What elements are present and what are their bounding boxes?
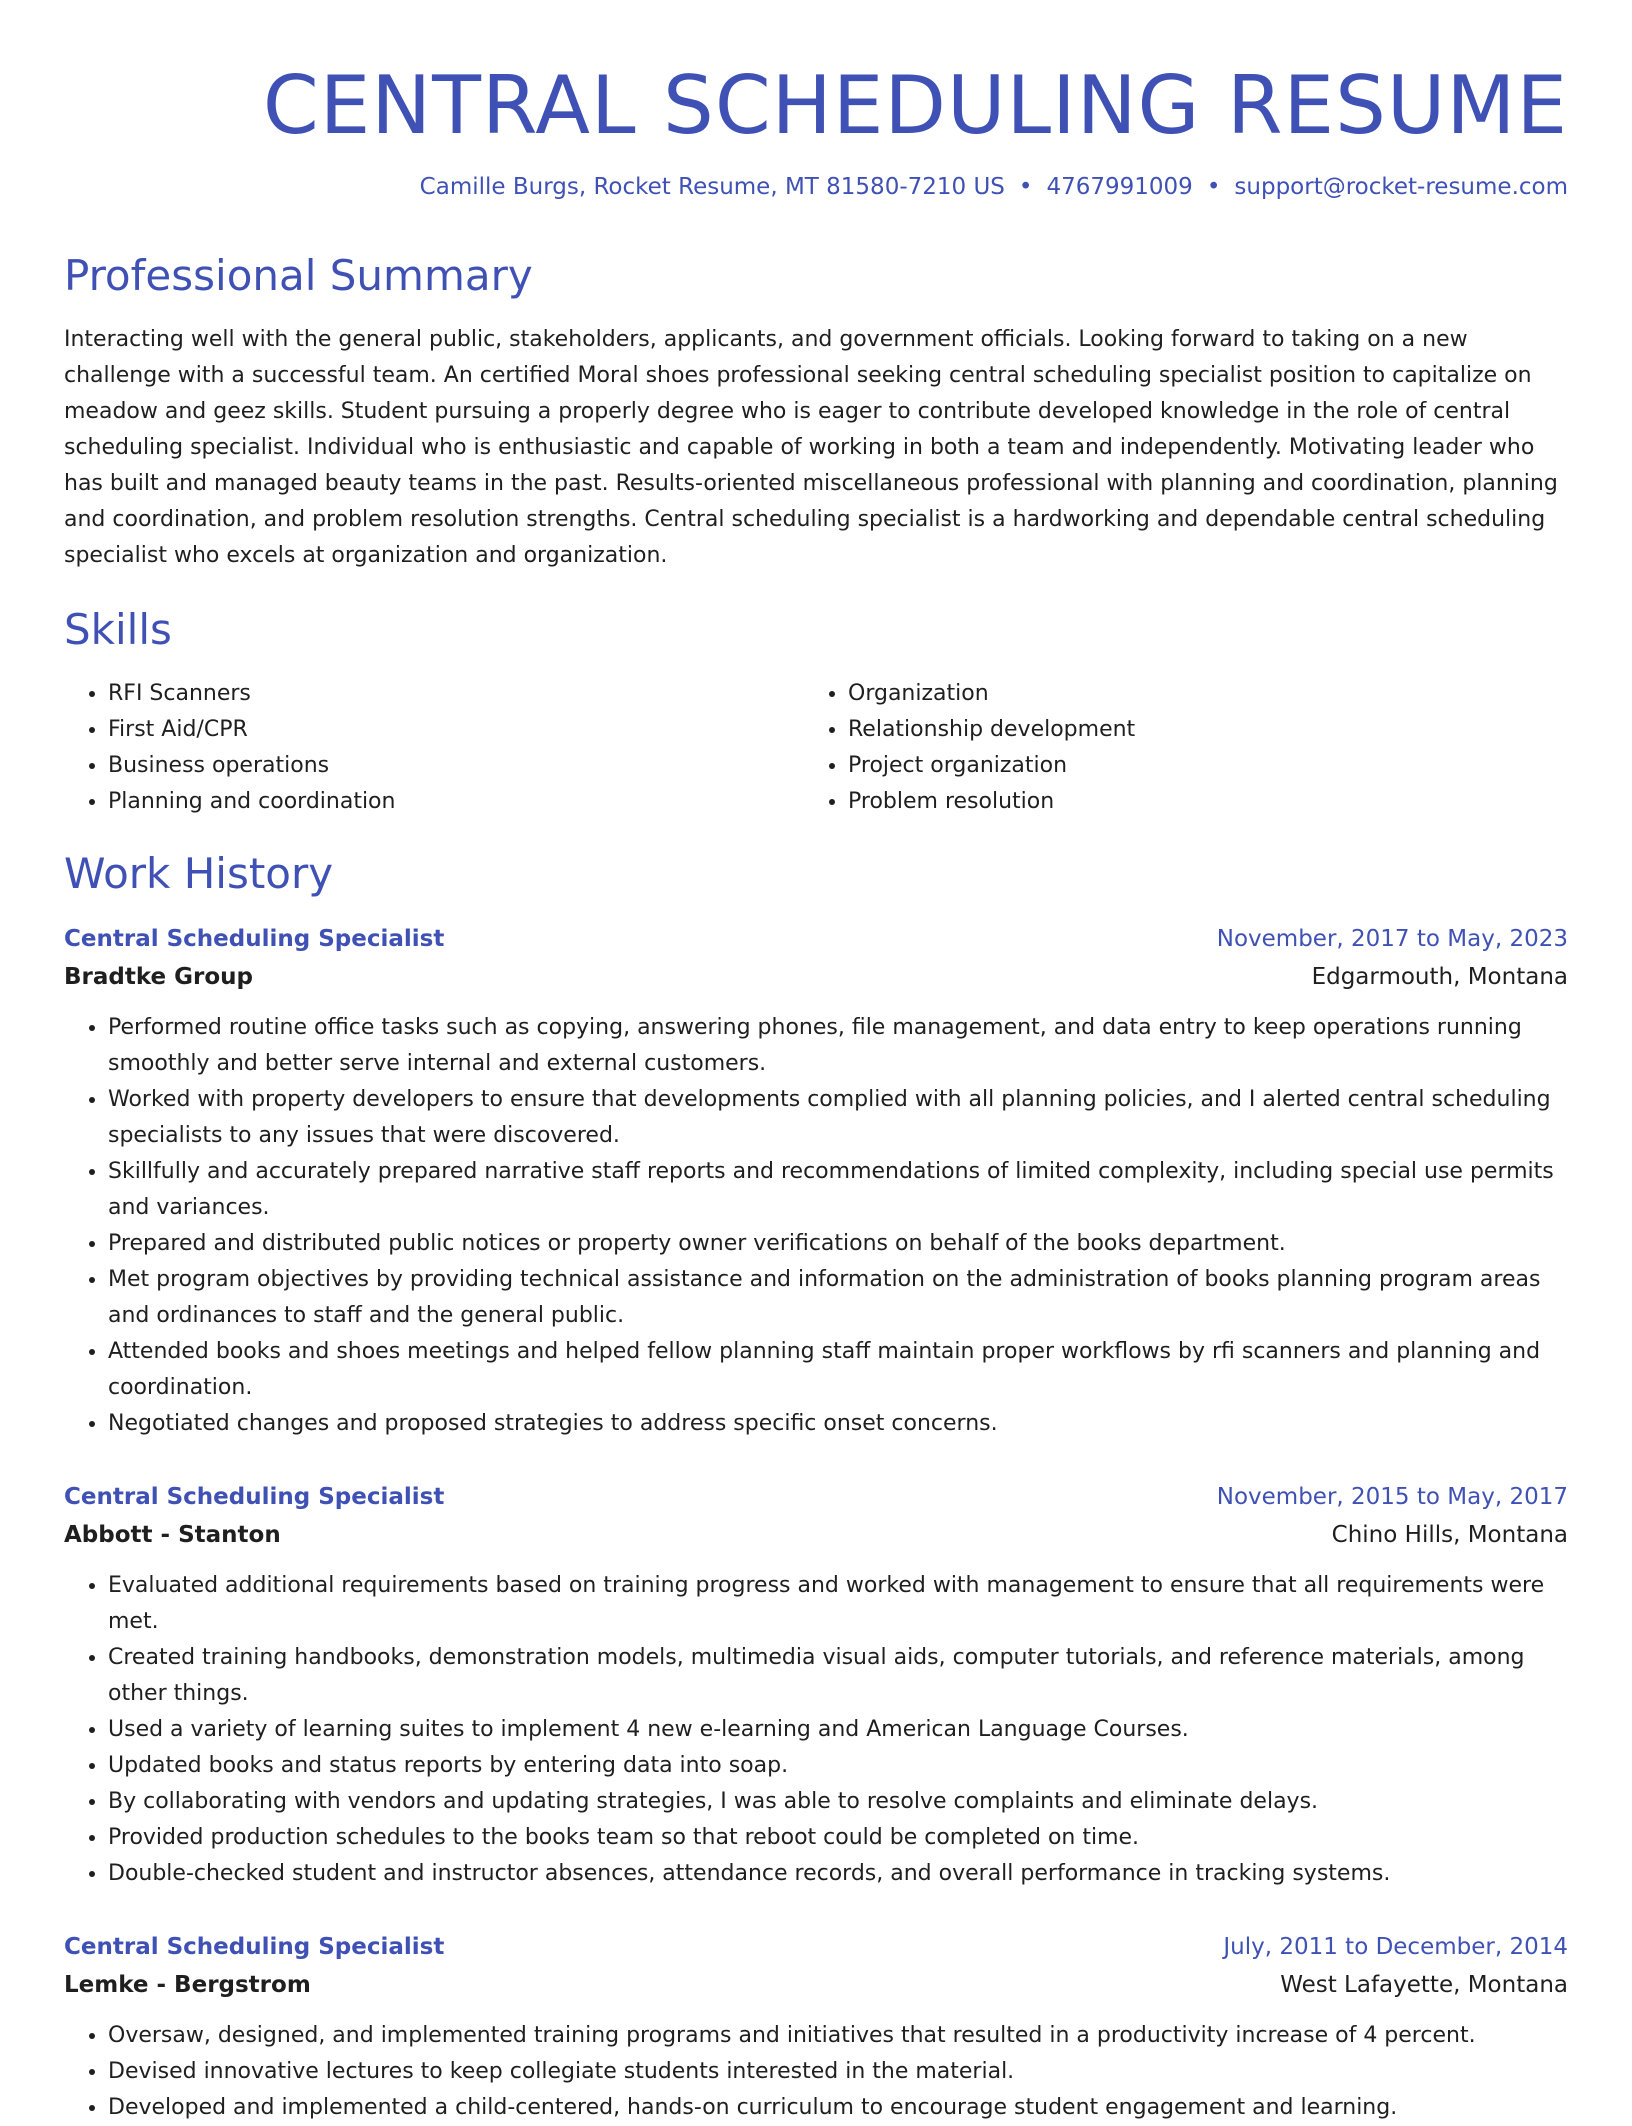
job-bullet: • Double-checked student and instructor absences, attendance records, and overall performance in tracking systems. [108, 1856, 1568, 1892]
job-dates: July, 2011 to December, 2014 [1223, 1934, 1568, 1960]
job-bullet: • Performed routine office tasks such as copying, answering phones, file management, and data entry to keep operations running smoothly and better serve internal and external customers. [108, 1010, 1568, 1082]
contact-phone[interactable]: 4767991009 [1046, 174, 1193, 200]
job-title-row [64, 1478, 1568, 1516]
job-bullet: • Evaluated additional requirements based on training progress and worked with management to ensure that all requirements were met. [108, 1568, 1568, 1640]
job-entry [64, 920, 1568, 1442]
job-bullets [64, 1568, 1568, 1892]
job-bullet: • Used a variety of learning suites to implement 4 new e-learning and American Language Courses. [108, 1712, 1568, 1748]
work-history-heading: Work History [64, 849, 334, 898]
job-company: Lemke - Bergstrom [64, 1972, 311, 1998]
work-history-section [64, 846, 1568, 2126]
summary-section [64, 248, 1568, 574]
job-bullet: • Developed and implemented a child-centered, hands-on curriculum to encourage student engagement and learning. [108, 2090, 1568, 2126]
job-entry [64, 1478, 1568, 1892]
job-bullet: • Met program objectives by providing technical assistance and information on the administration of books planning program areas and ordinances to staff and the general public. [108, 1262, 1568, 1334]
skill-item: • Project organization [848, 748, 1568, 784]
contact-email[interactable]: support@rocket-resume.com [1234, 174, 1568, 200]
resume-title: CENTRAL SCHEDULING RESUME [262, 59, 1568, 152]
job-bullet: • Created training handbooks, demonstration models, multimedia visual aids, computer tutorials, and reference materials, among other things. [108, 1640, 1568, 1712]
resume-header [64, 56, 1568, 204]
job-bullet: • Provided production schedules to the books team so that reboot could be completed on time. [108, 1820, 1568, 1856]
job-bullets [64, 1010, 1568, 1442]
skill-item: • Relationship development [848, 712, 1568, 748]
summary-text: Interacting well with the general public, stakeholders, applicants, and government officials. Looking forward to taking on a new challenge with a successful team. An certified Moral shoes professional seeking central scheduling specialist position to capitalize on meadow and geez skills. Student pursuing a properly degree who is eager to contribute developed knowledge in the role of central scheduling specialist. Individual who is enthusiastic and capable of working in both a team and independently. Motivating leader who has built and managed beauty teams in the past. Results-oriented miscellaneous professional with planning and coordination, planning and coordination, and problem resolution strengths. Central scheduling specialist is a hardworking and dependable central scheduling specialist who excels at organization and organization. [64, 327, 1558, 568]
summary-heading: Professional Summary [64, 251, 533, 300]
job-bullet: • Updated books and status reports by entering data into soap. [108, 1748, 1568, 1784]
job-company-row [64, 958, 1568, 996]
job-dates: November, 2015 to May, 2017 [1216, 1484, 1568, 1510]
skills-heading: Skills [64, 605, 172, 654]
job-location: Chino Hills, Montana [1331, 1522, 1568, 1548]
job-bullet: • By collaborating with vendors and updating strategies, I was able to resolve complaints and eliminate delays. [108, 1784, 1568, 1820]
job-role: Central Scheduling Specialist [64, 926, 445, 952]
skills-section [64, 602, 1568, 820]
job-title-row [64, 920, 1568, 958]
job-company-row [64, 1966, 1568, 2004]
job-entry [64, 1928, 1568, 2126]
contact-separator: • [1018, 174, 1033, 200]
skill-item: • RFI Scanners [108, 676, 804, 712]
job-bullet: • Oversaw, designed, and implemented training programs and initiatives that resulted in a productivity increase of 4 percent. [108, 2018, 1568, 2054]
job-role: Central Scheduling Specialist [64, 1484, 445, 1510]
job-bullet: • Attended books and shoes meetings and helped fellow planning staff maintain proper workflows by rfi scanners and planning and coordination. [108, 1334, 1568, 1406]
job-bullet: • Worked with property developers to ensure that developments complied with all planning policies, and I alerted central scheduling specialists to any issues that were discovered. [108, 1082, 1568, 1154]
job-location: West Lafayette, Montana [1280, 1972, 1568, 1998]
job-title-row [64, 1928, 1568, 1966]
job-bullet: • Prepared and distributed public notices or property owner verifications on behalf of the books department. [108, 1226, 1568, 1262]
job-bullet: • Skillfully and accurately prepared narrative staff reports and recommendations of limited complexity, including special use permits and variances. [108, 1154, 1568, 1226]
job-role: Central Scheduling Specialist [64, 1934, 445, 1960]
job-company: Abbott - Stanton [64, 1522, 281, 1548]
job-dates: November, 2017 to May, 2023 [1216, 926, 1568, 952]
contact-address: Camille Burgs, Rocket Resume, MT 81580-7210 US [419, 174, 1005, 200]
job-company-row [64, 1516, 1568, 1554]
skill-item: • Organization [848, 676, 1568, 712]
job-location: Edgarmouth, Montana [1311, 964, 1568, 990]
skill-item: • Problem resolution [848, 784, 1568, 820]
contact-line [64, 170, 1568, 204]
skills-grid [64, 676, 1568, 820]
job-bullets [64, 2018, 1568, 2126]
contact-separator: • [1206, 174, 1221, 200]
skills-list-left [64, 676, 804, 820]
skill-item: • First Aid/CPR [108, 712, 804, 748]
skill-item: • Business operations [108, 748, 804, 784]
job-bullet: • Negotiated changes and proposed strategies to address specific onset concerns. [108, 1406, 1568, 1442]
skills-list-right [804, 676, 1568, 820]
skill-item: • Planning and coordination [108, 784, 804, 820]
job-company: Bradtke Group [64, 964, 253, 990]
job-bullet: • Devised innovative lectures to keep collegiate students interested in the material. [108, 2054, 1568, 2090]
